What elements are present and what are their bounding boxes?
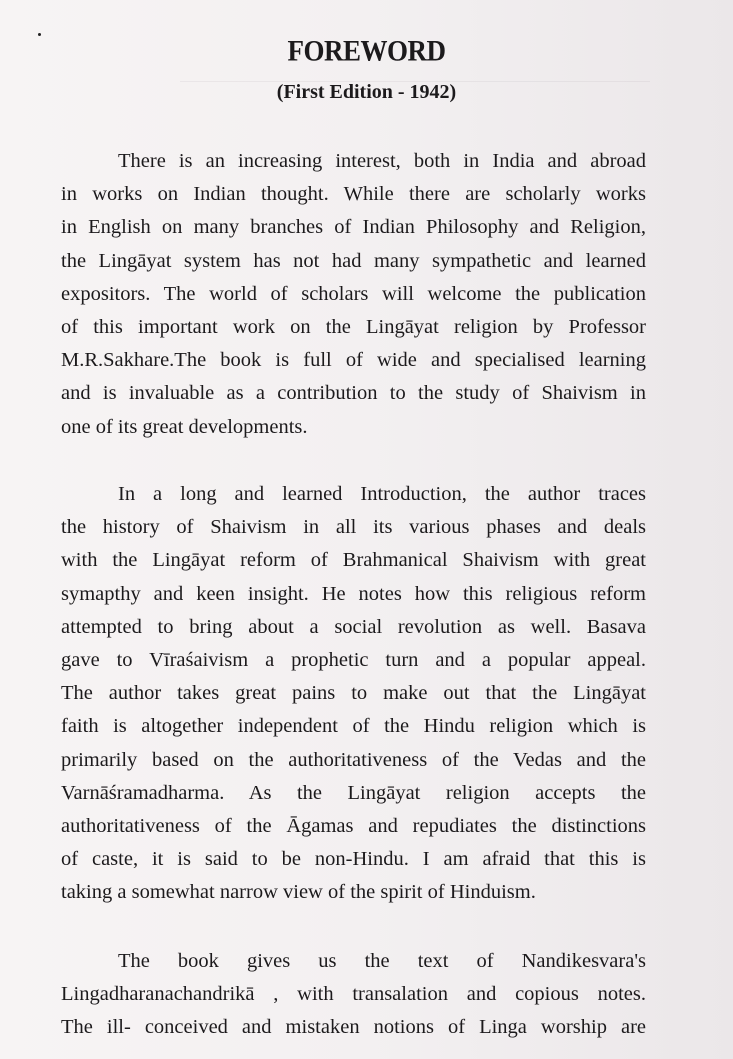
paragraph-line: gave to Vīraśaivism a prophetic turn and a popular appeal. bbox=[61, 648, 646, 671]
paragraph-line: the Lingāyat system has not had many sympathetic and learned bbox=[61, 249, 646, 272]
paragraph-line: taking a somewhat narrow view of the spirit of Hinduism. bbox=[61, 881, 536, 904]
paragraph-line: The author takes great pains to make out that the Lingāyat bbox=[61, 682, 646, 705]
paragraph-line: in works on Indian thought. While there are scholarly works bbox=[61, 183, 646, 206]
paragraph-line: Varnāśramadharma. As the Lingāyat religion accepts the bbox=[61, 781, 646, 804]
paragraph-line: The ill- conceived and mistaken notions of Linga worship are bbox=[61, 1016, 646, 1039]
paragraph-line: faith is altogether independent of the Hindu religion which is bbox=[61, 715, 646, 738]
paragraph-line: expositors. The world of scholars will welcome the publication bbox=[61, 282, 646, 305]
paragraph-line: symapthy and keen insight. He notes how this religious reform bbox=[61, 582, 646, 605]
paragraph-line: of this important work on the Lingāyat religion by Professor bbox=[61, 315, 646, 338]
paragraph-line: Lingadharanachandrikā , with transalation and copious notes. bbox=[61, 983, 646, 1006]
paragraph-line: with the Lingāyat reform of Brahmanical Shaivism with great bbox=[61, 549, 646, 572]
paragraph-2 bbox=[61, 478, 646, 909]
paragraph-line: of caste, it is said to be non-Hindu. I am afraid that this is bbox=[61, 848, 646, 871]
paragraph-line: one of its great developments. bbox=[61, 415, 308, 438]
page-subtitle: (First Edition - 1942) bbox=[276, 81, 457, 103]
paragraph-line: There is an increasing interest, both in India and abroad bbox=[118, 150, 646, 172]
paragraph-line: attempted to bring about a social revolution as well. Basava bbox=[61, 615, 646, 638]
paragraph-line: primarily based on the authoritativeness of the Vedas and the bbox=[61, 748, 646, 771]
paragraph-line: the history of Shaivism in all its various phases and deals bbox=[61, 516, 646, 539]
paragraph-line: and is invaluable as a contribution to the study of Shaivism in bbox=[61, 382, 646, 405]
paragraph-line: The book gives us the text of Nandikesvara's bbox=[118, 950, 646, 972]
page-title: FOREWORD bbox=[287, 34, 446, 68]
paragraph-3 bbox=[61, 945, 646, 1045]
paragraph-line: authoritativeness of the Āgamas and repudiates the distinctions bbox=[61, 814, 646, 837]
paragraph-line: M.R.Sakhare.The book is full of wide and specialised learning bbox=[61, 349, 646, 372]
paragraph-line: In a long and learned Introduction, the author traces bbox=[118, 483, 646, 505]
paragraph-line: in English on many branches of Indian Philosophy and Religion, bbox=[61, 216, 646, 239]
paragraph-1 bbox=[61, 145, 646, 444]
